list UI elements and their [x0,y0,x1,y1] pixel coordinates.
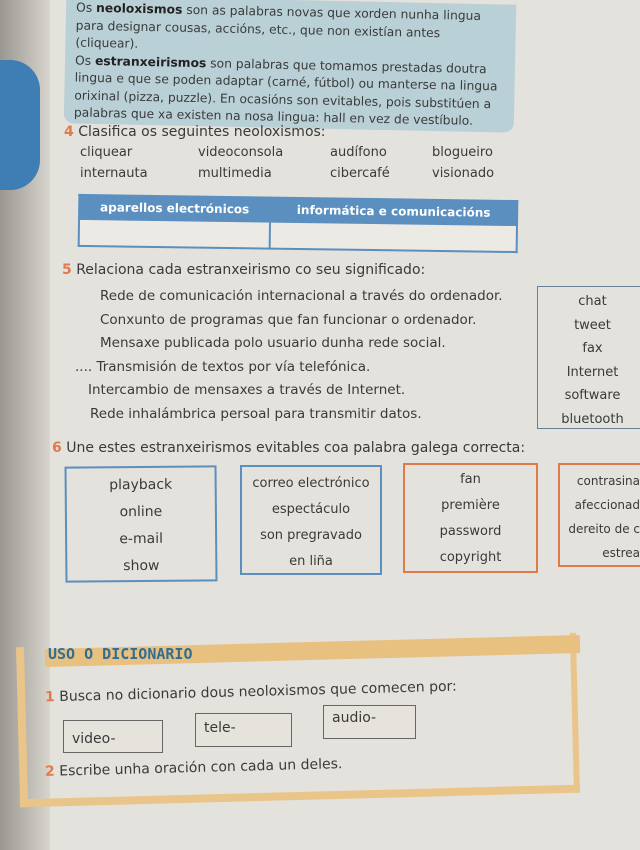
definition: Rede inhalámbrica persoal para transmitir datos. [90,405,422,422]
word: en liña [289,554,333,569]
word: afeccionad [574,498,640,512]
term: software [564,388,621,403]
column-header: informática e comunicacións [270,198,517,225]
galician-words-box [240,465,382,575]
definitions-list [75,285,503,426]
term: Internet [566,364,619,380]
definition: Conxunto de programas que fan funcionar o ordenador. [100,311,477,328]
exercise-6-title: 6 Une estes estranxeirismos evitables coa palabra galega correcta: [52,440,526,456]
definition: Mensaxe publicada polo usuario dunha rede social. [100,335,446,351]
word: cibercafé [330,166,390,181]
answer-cell[interactable] [79,219,270,249]
prefix-box: video- [63,720,163,753]
word: copyright [439,550,502,565]
word: blogueiro [432,145,493,160]
terms-box [537,286,640,429]
definition: Intercambio de mensaxes a través de Internet. [88,382,406,398]
previous-page-edge [0,60,40,190]
word: audífono [330,145,387,160]
dicionario-q2: 2 Escribe unha oración con cada un deles. [44,756,343,780]
word: espectáculo [271,502,351,517]
word: videoconsola [198,145,284,160]
word: internauta [80,166,148,181]
word: visionado [432,166,495,181]
word: son pregravado [260,528,362,543]
column-header: aparellos electrónicos [79,195,270,222]
foreign-words-box-2 [403,463,538,573]
word: password [439,524,502,539]
dicionario-q1: 1 Busca no dicionario dous neoloxismos que comecen por: [44,678,457,706]
term: chat [578,294,607,309]
foreign-words-box [64,465,217,582]
exercise-5-title: 5 Relaciona cada estranxeirismo co seu significado: [62,262,426,278]
prefix-box: audio- [323,705,416,739]
exercise-4-words [80,145,520,181]
intro-neoloxismos: Os neoloxismos son as palabras novas que xorden nunha lingua para designar cousas, accións, etc., que non existían antes (cliquear). [75,0,482,51]
word: multimedia [198,166,272,181]
word: e-mail [119,530,164,548]
word: online [119,503,163,521]
word: cliquear [80,145,133,160]
exercise-4-title: 4 Clasifica os seguintes neoloxismos: [64,124,326,140]
term: bluetooth [561,411,624,427]
term: tweet [574,317,611,333]
classification-table [78,197,518,250]
word: première [441,498,500,513]
word: contrasina [576,474,640,488]
galician-words-box-2 [558,463,640,567]
word: fan [460,472,481,487]
prefix-box: tele- [195,713,292,747]
word: playback [109,476,173,494]
word: correo electrónico [252,476,370,491]
definition: Rede de comunicación internacional a través do ordenador. [100,288,503,304]
intro-box [64,0,517,133]
dicionario-title: USO O DICIONARIO [48,645,193,663]
answer-cell[interactable] [270,222,517,252]
intro-estranxeirismos: Os estranxeirismos son palabras que tomamos prestadas doutra lingua e que se poden adaptar (carné, fútbol) ou manterse na lingua orixinal (pizza, puzzle). En ocasións son evitables, pois substitúen a palabras que xa existen na nosa lingua: hall en vez de vestíbulo. [73,52,498,128]
word: estrea [602,546,640,560]
word: dereito de c [568,522,640,536]
definition: .... Transmisión de textos por vía telefónica. [75,358,371,375]
word: show [123,557,160,575]
term: fax [582,341,603,356]
